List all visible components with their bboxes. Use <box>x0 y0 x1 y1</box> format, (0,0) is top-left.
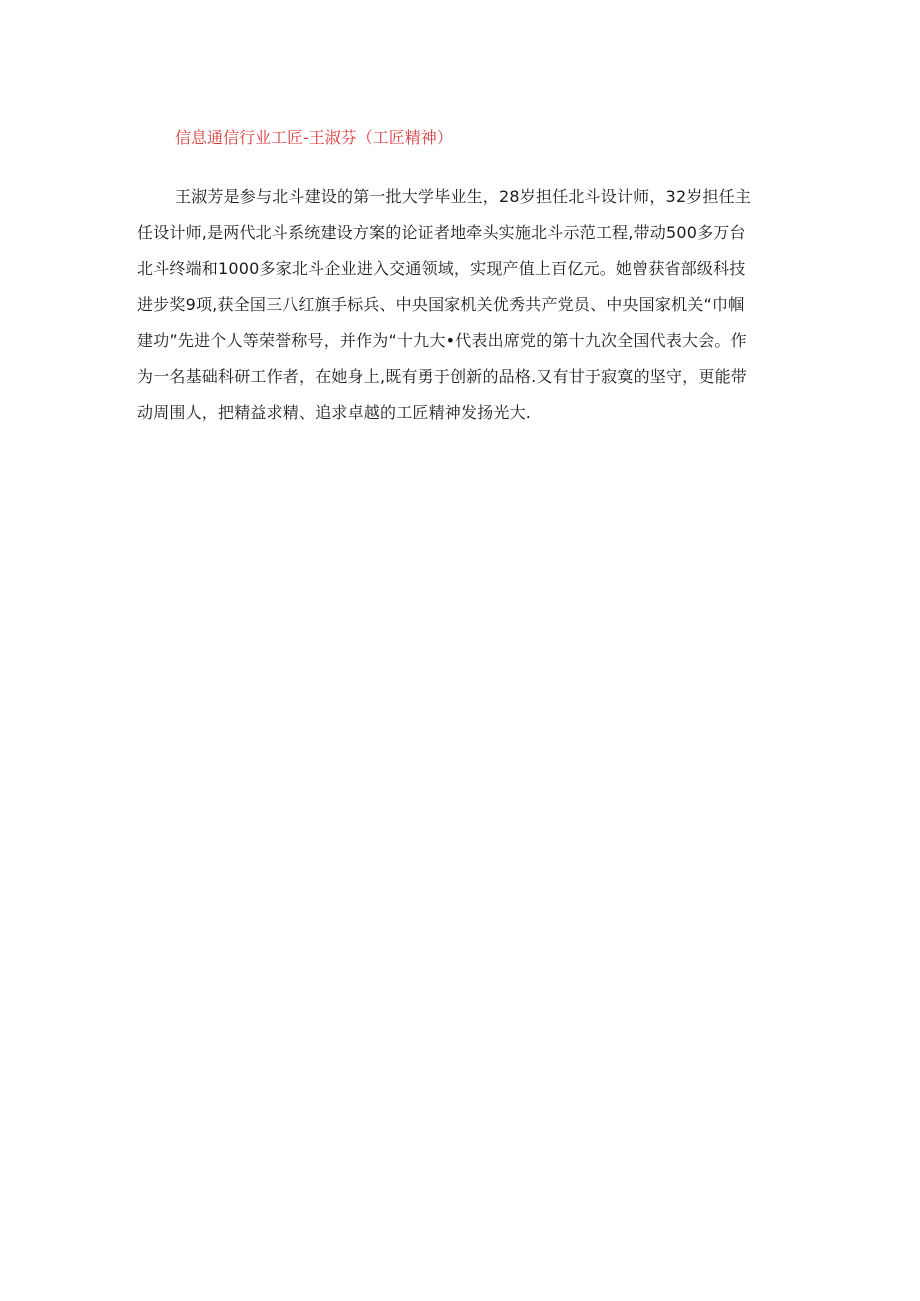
body-line: 进步奖9项,获全国三八红旗手标兵、中央国家机关优秀共产党员、中央国家机关“巾帼 <box>137 295 745 314</box>
document-title: 信息通信行业工匠-王淑芬（工匠精神） <box>175 128 453 147</box>
document-body <box>137 182 797 434</box>
body-line: 任设计师,是两代北斗系统建设方案的论证者地牵头实施北斗示范工程,带动500多万台 <box>137 223 746 242</box>
body-line: 北斗终端和1000多家北斗企业进入交通领域，实现产值上百亿元。她曾获省部级科技 <box>137 259 746 278</box>
body-line: 动周围人，把精益求精、追求卓越的工匠精神发扬光大. <box>137 403 532 422</box>
body-line: 为一名基础科研工作者，在她身上,既有勇于创新的品格.又有甘于寂寞的坚守，更能带 <box>137 367 747 386</box>
body-line: 王淑芳是参与北斗建设的第一批大学毕业生，28岁担任北斗设计师，32岁担任主 <box>175 187 752 206</box>
body-line: 建功”先进个人等荣誉称号，并作为“十九大•代表出席党的第十九次全国代表大会。作 <box>137 331 747 350</box>
